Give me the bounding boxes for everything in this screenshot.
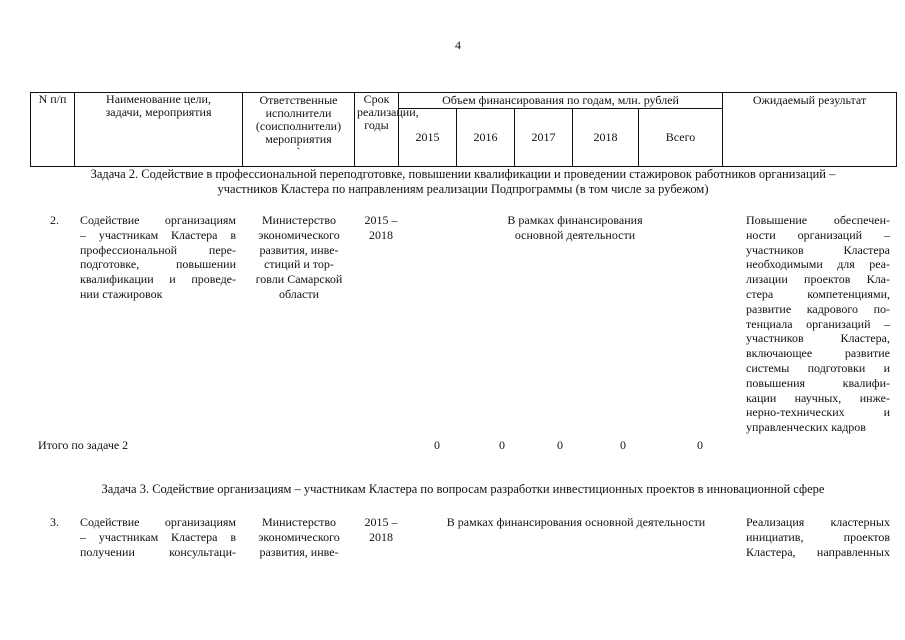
task3-title: Задача 3. Содействие организациям – участникам Кластера по вопросам разработки инвестиционных проектов в инновационной сфере: [101, 482, 825, 496]
task2-total-2015: 0: [434, 438, 440, 452]
task2-total-2018: 0: [620, 438, 626, 452]
header-year-2015: 2015: [399, 109, 457, 167]
task3-row-name: Содействие организациям – участникам Кластера в получении консультаци-: [80, 515, 236, 559]
header-year-2017: 2017: [515, 109, 573, 167]
task2-total-2017: 0: [557, 438, 563, 452]
task2-row-executors: Министерство экономического развития, инве- стиций и тор- говли Самарской области: [255, 213, 343, 301]
task3-row-term: 2015 – 2018: [364, 515, 398, 544]
task2-row-number: 2.: [50, 213, 59, 227]
page-number: 4: [455, 38, 461, 52]
task2-total-label: Итого по задаче 2: [38, 438, 129, 452]
header-year-total: Всего: [639, 109, 723, 167]
header-col-term: Срок реализации, годы: [355, 93, 399, 167]
header-col-number: N п/п: [31, 93, 75, 167]
task2-title: Задача 2. Содействие в профессиональной переподготовке, повышении квалификации и проведении стажировок работников организаций – участников Кластера по направлениям реализации Подпрограммы (в том числе за рубежом): [90, 167, 836, 196]
header-col-name: Наименование цели, задачи, мероприятия: [75, 93, 243, 167]
header-year-2018: 2018: [573, 109, 639, 167]
header-table: [30, 92, 897, 167]
task2-total-all: 0: [697, 438, 703, 452]
header-col-financing: Объем финансирования по годам, млн. рублей: [399, 93, 723, 109]
header-col-result: Ожидаемый результат: [723, 93, 897, 167]
task3-row-number: 3.: [50, 515, 59, 529]
task2-row-term: 2015 – 2018: [364, 213, 398, 242]
task3-row-result: Реализация кластерных инициатив, проектов Кластера, направленных: [746, 515, 890, 559]
task3-row-executors: Министерство экономического развития, инве-: [258, 515, 340, 559]
task3-row-financing: В рамках финансирования основной деятельности: [446, 515, 706, 529]
task2-row-result: Повышение обеспечен- ности организаций – участников Кластера необходимыми для реа- лизации проектов Кла- стера компетенциями, развитие кадрового по- тенциала организаций – участников Кластера, включающее развитие системы подготовки и повышения квалифи- кации научных, инже- нерно-технических и управленческих кадров: [746, 213, 890, 435]
task2-row-financing: В рамках финансирования основной деятельности: [507, 213, 643, 242]
header-year-2016: 2016: [457, 109, 515, 167]
task2-row-name: Содействие организациям – участникам Кластера в профессиональной пере- подготовке, повышении квалификации и проведе- нии стажировок: [80, 213, 236, 301]
task2-total-2016: 0: [499, 438, 505, 452]
header-col-executors: Ответственные исполнители (соисполнители) мероприятия `: [243, 93, 355, 167]
